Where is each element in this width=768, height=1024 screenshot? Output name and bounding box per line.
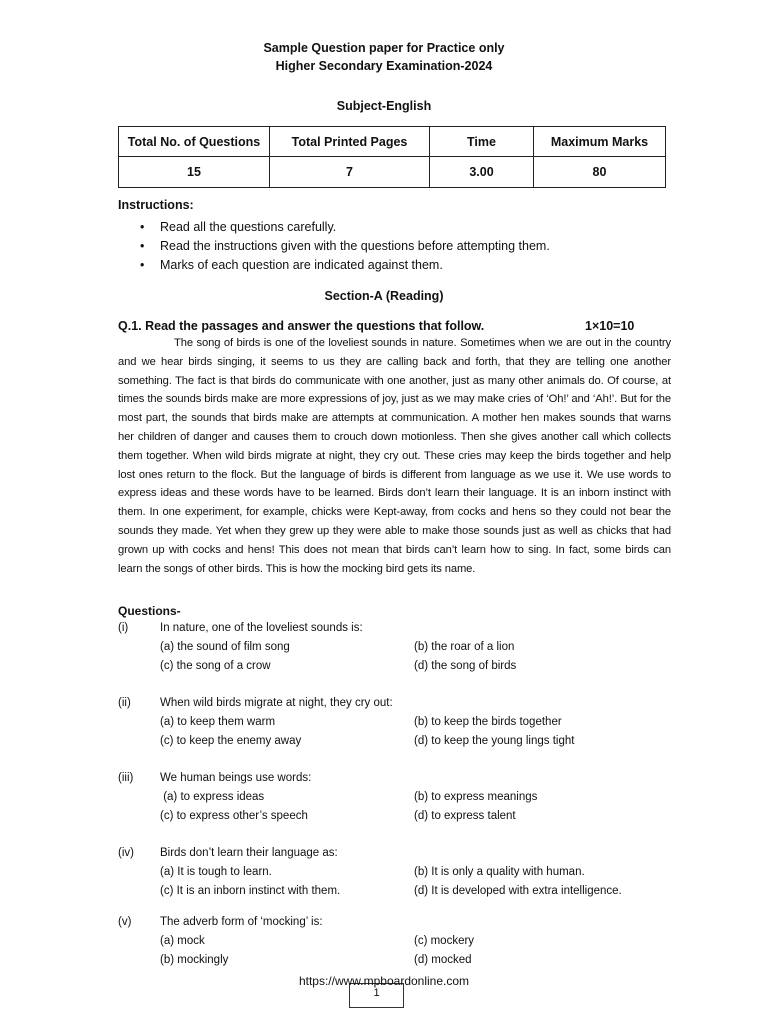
question-number: (v) [118,916,132,928]
option-b: (b) to keep the birds together [414,716,562,728]
reading-passage: The song of birds is one of the loveliest sounds in nature. Sometimes when we are out in the country and we hear birds singing, it seems to us they are calling back and forth, that they are telling one another something. The fact is that birds do communicate with one another, just as many other animals do. Of course, at times the sounds birds make are more expressions of joy, just as we may make cries of ‘Oh!’ and ‘Ah!’. But for the most part, the sounds that birds make are attempts at communication. A mother hen makes sounds that warns her children of danger and causes them to crouch down motionless. Then she gives another call which collects them together. When wild birds migrate at night, they cry out. These cries may keep the birds together and help lost ones return to the flock. But the language of birds is different from language as we use it. We use words to express ideas and these words have to be learned. Birds don’t learn their language. It is an inborn instinct with them. In one experiment, for example, chicks were Kept-away, from cocks and hens so they could not bear the sounds they made. Yet when they grew up they were able to make those sounds just as well as chicks that had grown up with cocks and hens! This does not mean that birds can’t learn how to sing. In fact, some birds can learn the songs of other birds. This is how the mocking bird gets its name. [118,337,671,575]
footer-url-link[interactable]: https://www.mpboardonline.com [298,974,470,988]
exam-info-table [118,126,666,188]
subject-title: Subject-English [336,99,432,113]
option-a: (a) the sound of film song [160,641,290,653]
option-c: (c) mockery [414,935,475,947]
table-cell: 80 [534,157,666,188]
question-number: (i) [118,622,129,634]
bullet-icon: • [140,239,145,253]
option-d: (d) mocked [414,954,472,966]
option-d: (d) to keep the young lings tight [414,735,575,747]
question-stem: The adverb form of ‘mocking’ is: [160,916,323,928]
instruction-text: Read the instructions given with the questions before attempting them. [160,239,550,253]
table-row [119,157,666,188]
table-cell: 3.00 [430,157,534,188]
question-stem: We human beings use words: [160,772,312,784]
option-d: (d) the song of birds [414,660,517,672]
option-c: (c) It is an inborn instinct with them. [160,885,341,897]
option-b: (b) the roar of a lion [414,641,515,653]
table-cell: 15 [119,157,270,188]
question-number: (iv) [118,847,134,859]
bullet-icon: • [140,258,145,272]
option-d: (d) It is developed with extra intelligence. [414,885,622,897]
list-item [140,218,550,237]
questions-label: Questions- [118,604,181,618]
table-cell: 7 [270,157,430,188]
page-number: 1 [349,983,404,1008]
instructions-list [140,218,550,275]
option-a: (a) to keep them warm [160,716,276,728]
option-c: (c) to express other’s speech [160,810,308,822]
table-header-cell: Total Printed Pages [270,127,430,157]
table-header-row [119,127,666,157]
question-marks: 1×10=10 [585,319,635,333]
instruction-text: Read all the questions carefully. [160,220,337,234]
exam-title: Higher Secondary Examination-2024 [275,59,493,73]
option-c: (c) the song of a crow [160,660,271,672]
question-stem: When wild birds migrate at night, they cry out: [160,697,393,709]
option-b: (b) mockingly [160,954,229,966]
instruction-text: Marks of each question are indicated against them. [160,258,443,272]
section-title: Section-A (Reading) [324,289,444,303]
bullet-icon: • [140,220,145,234]
table-header-cell: Time [430,127,534,157]
option-b: (b) It is only a quality with human. [414,866,585,878]
paper-title: Sample Question paper for Practice only [263,41,505,55]
question-stem: In nature, one of the loveliest sounds is: [160,622,363,634]
list-item [140,237,550,256]
question-stem: Birds don’t learn their language as: [160,847,338,859]
option-d: (d) to express talent [414,810,516,822]
option-c: (c) to keep the enemy away [160,735,302,747]
question-number: (iii) [118,772,134,784]
option-b: (b) to express meanings [414,791,538,803]
instructions-title: Instructions: [118,198,194,212]
option-a: (a) It is tough to learn. [160,866,272,878]
option-a: (a) to express ideas [160,791,265,803]
table-header-cell: Total No. of Questions [119,127,270,157]
table-header-cell: Maximum Marks [534,127,666,157]
option-a: (a) mock [160,935,205,947]
question-number: (ii) [118,697,131,709]
list-item [140,256,550,275]
question-heading: Q.1. Read the passages and answer the questions that follow. [118,319,485,333]
